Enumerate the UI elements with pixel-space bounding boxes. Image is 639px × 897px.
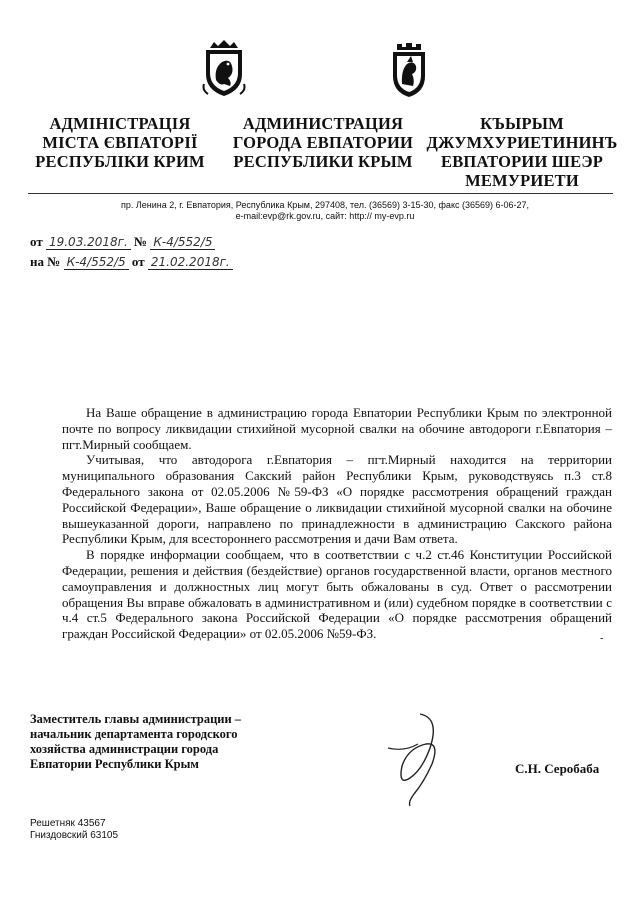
handwritten-signature: [380, 708, 450, 808]
signatory-line1: Заместитель главы администрации –: [30, 712, 242, 726]
signatory-name: С.Н. Серобаба: [515, 761, 600, 776]
header-crt-line4: МЕМУРИЕТИ: [465, 171, 579, 190]
signatory-line3: хозяйства администрации города: [30, 742, 219, 756]
executor-1: Решетняк 43567: [30, 818, 106, 829]
body-paragraph-1: На Ваше обращение в администрацию города Евпатории Республики Крым по электронной почте по вопросу ликвидации стихийной мусорной свалки на обочине автодороги г.Евпатория – пгт.Мирный сообщаем.: [62, 405, 612, 452]
letter-body: [62, 405, 612, 642]
header-rus-line2: ГОРОДА ЕВПАТОРИИ: [232, 133, 414, 152]
from-label: от: [30, 234, 43, 249]
outgoing-number: К-4/552/5: [150, 235, 215, 250]
body-paragraph-2: Учитывая, что автодорога г.Евпатория – пгт.Мирный находится на территории муниципального образования Сакский район Республики Крым, руководствуясь п.3 ст.8 Федерального закона от 02.05.2006 №59-ФЗ «О порядке рассмотрения обращений граждан Российской Федерации», Ваше обращение о ликвидации стихийной мусорной свалки на обочине вышеуказанной дороги, направлено по принадлежности в администрацию Сакского района Республики Крым, для всестороннего рассмотрения и дачи Вам ответа.: [62, 452, 612, 547]
address-line2: e-mail:evp@rk.gov.ru, сайт: http:// my-evp.ru: [235, 211, 415, 221]
header-crt-line3: ЕВПАТОРИИ ШЕЭР: [441, 152, 603, 171]
header-ukr-line2: МІСТА ЄВПАТОРІЇ: [42, 133, 198, 152]
header-rus-line3: РЕСПУБЛИКИ КРЫМ: [233, 152, 413, 171]
address-block: [60, 200, 590, 222]
margin-mark: -: [600, 633, 604, 644]
header-rus-line1: АДМИНИСТРАЦИЯ: [242, 114, 404, 133]
signatory-title: [30, 712, 290, 772]
number-label: №: [134, 234, 148, 249]
header-ukr-line3: РЕСПУБЛІКИ КРИМ: [35, 152, 205, 171]
address-line1: пр. Ленина 2, г. Евпатория, Республика Крым, 297408, тел. (36569) 3-15-30, факс (36569) 6-06-27,: [120, 200, 530, 210]
signatory-line2: начальник департамента городского: [30, 727, 238, 741]
header-divider: [28, 193, 613, 194]
reference-date: 21.02.2018г.: [148, 255, 233, 270]
outgoing-registration: [30, 234, 215, 250]
reference-from-label: от: [131, 254, 145, 269]
reference-label: на №: [30, 254, 61, 269]
header-ukr-line1: АДМІНІСТРАЦІЯ: [49, 114, 191, 133]
body-paragraph-3: В порядке информации сообщаем, что в соответствии с ч.2 ст.46 Конституции Российской Федерации, решения и действия (бездействие) органов государственной власти, органов местного самоуправления и должностных лиц могут быть обжалованы в суд. Ответ о рассмотрении обращения Вы вправе обжаловать в административном и (или) судебном порядке в соответствии с ч.4 ст.5 Федерального закона Российской Федерации «О порядке рассмотрения обращений граждан Российской Федерации» от 02.05.2006 №59-ФЗ.: [62, 547, 612, 642]
crimea-coat-of-arms-icon: [200, 40, 248, 98]
incoming-reference: [30, 254, 233, 270]
evpatoria-coat-of-arms-icon: [385, 40, 433, 98]
reference-number: К-4/552/5: [64, 255, 129, 270]
outgoing-date: 19.03.2018г.: [46, 235, 131, 250]
signatory-line4: Евпатории Республики Крым: [30, 757, 199, 771]
executor-2: Гниздовский 63105: [30, 830, 119, 841]
header-crimean-tatar: [422, 114, 622, 190]
header-russian: [228, 114, 418, 171]
header-ukrainian: [30, 114, 210, 171]
header-crt-line2: ДЖУМХУРИЕТИНИНЪ: [426, 133, 618, 152]
header-crt-line1: КЪЫРЫМ: [480, 114, 564, 133]
executors-footer: [30, 818, 118, 842]
